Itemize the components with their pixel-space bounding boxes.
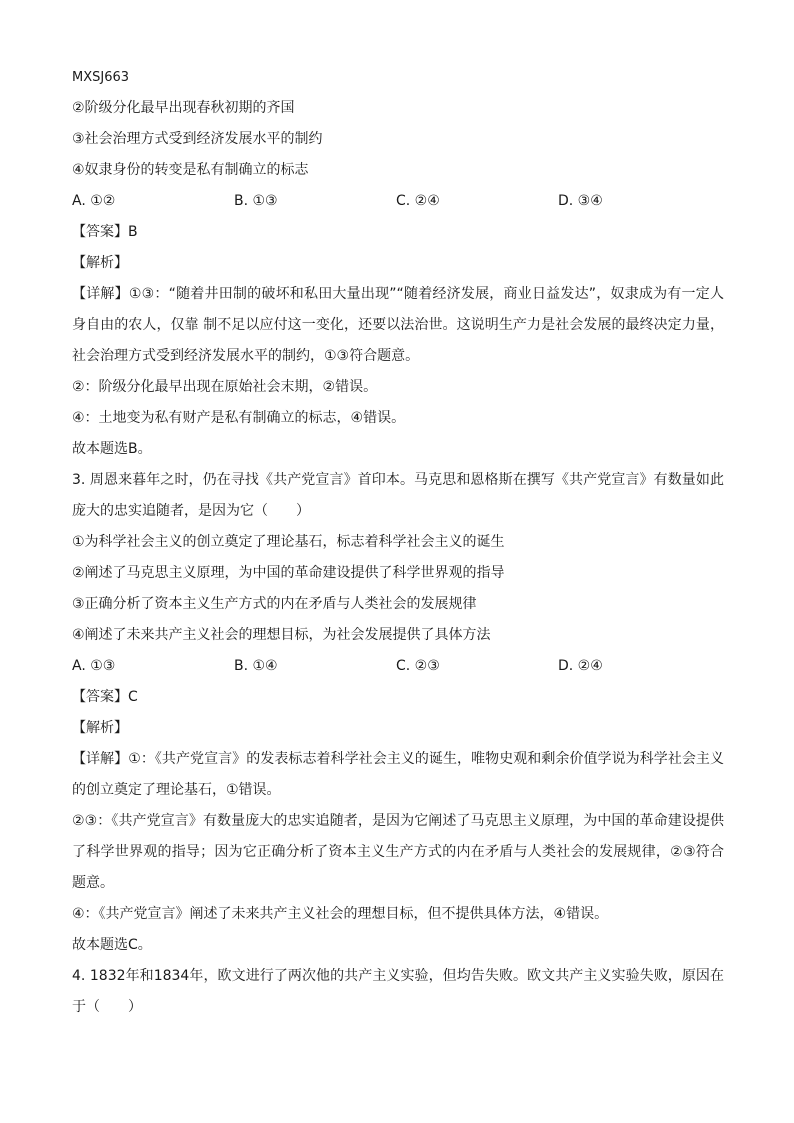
q3-options	[72, 651, 724, 682]
q3-option-a: A. ①③	[72, 658, 116, 674]
q2-options	[72, 186, 724, 217]
q2-detail-2: ②：阶级分化最早出现在原始社会末期，②错误。	[72, 379, 378, 395]
q4-stem: 4. 1832年和1834年，欧文进行了两次他的共产主义实验，但均告失败。欧文共产主义实验失败，原因在于（ ）	[72, 968, 724, 1015]
question-4	[72, 961, 724, 1023]
q3-option-c: C. ②③	[396, 658, 440, 674]
q3-conclusion: 故本题选C。	[72, 937, 152, 953]
q2-statement-2: ②阶级分化最早出现春秋初期的齐国	[72, 100, 295, 116]
q3-statement-4: ④阐述了未来共产主义社会的理想目标，为社会发展提供了具体方法	[72, 627, 491, 643]
q3-option-d: D. ②④	[558, 658, 603, 674]
q2-statement-3: ③社会治理方式受到经济发展水平的制约	[72, 131, 323, 147]
q3-stem: 3. 周恩来暮年之时，仍在寻找《共产党宣言》首印本。马克思和恩格斯在撰写《共产党宣言》有数量如此庞大的忠实追随者，是因为它（ ）	[72, 472, 724, 519]
document-code: MXSJ663	[72, 70, 130, 85]
q2-option-d: D. ③④	[558, 193, 603, 209]
q2-statement-4: ④奴隶身份的转变是私有制确立的标志	[72, 162, 309, 178]
q2-analysis-label: 【解析】	[72, 255, 128, 271]
q2-detail-1: 【详解】①③：“随着井田制的破坏和私田大量出现”“随着经济发展，商业日益发达”，奴隶成为有一定人身自由的农人，仅靠 制不足以应付这一变化，还要以法治世。这说明生产力是社会发展的最终决定力量，社会治理方式受到经济发展水平的制约，①③符合题意。	[72, 286, 724, 364]
document-page	[72, 62, 724, 1023]
q3-statement-1: ①为科学社会主义的创立奠定了理论基石，标志着科学社会主义的诞生	[72, 534, 505, 550]
q2-option-a: A. ①②	[72, 193, 116, 209]
q3-detail-1: 【详解】①：《共产党宣言》的发表标志着科学社会主义的诞生，唯物史观和剩余价值学说为科学社会主义的创立奠定了理论基石，①错误。	[72, 751, 724, 798]
q3-analysis-label: 【解析】	[72, 720, 128, 736]
q3-statement-2: ②阐述了马克思主义原理，为中国的革命建设提供了科学世界观的指导	[72, 565, 505, 581]
q3-statement-3: ③正确分析了资本主义生产方式的内在矛盾与人类社会的发展规律	[72, 596, 477, 612]
q2-answer: 【答案】B	[72, 224, 138, 240]
q2-option-c: C. ②④	[396, 193, 440, 209]
q3-detail-3: ④：《共产党宣言》阐述了未来共产主义社会的理想目标，但不提供具体方法，④错误。	[72, 906, 609, 922]
q2-conclusion: 故本题选B。	[72, 441, 152, 457]
q3-option-b: B. ①④	[234, 658, 278, 674]
question-2-continuation	[72, 93, 724, 465]
q2-option-b: B. ①③	[234, 193, 278, 209]
q3-detail-2: ②③：《共产党宣言》有数量庞大的忠实追随者，是因为它阐述了马克思主义原理，为中国的革命建设提供了科学世界观的指导；因为它正确分析了资本主义生产方式的内在矛盾与人类社会的发展规律，②③符合题意。	[72, 813, 724, 891]
q2-detail-3: ④：土地变为私有财产是私有制确立的标志，④错误。	[72, 410, 406, 426]
q3-answer: 【答案】C	[72, 689, 138, 705]
question-3	[72, 465, 724, 961]
